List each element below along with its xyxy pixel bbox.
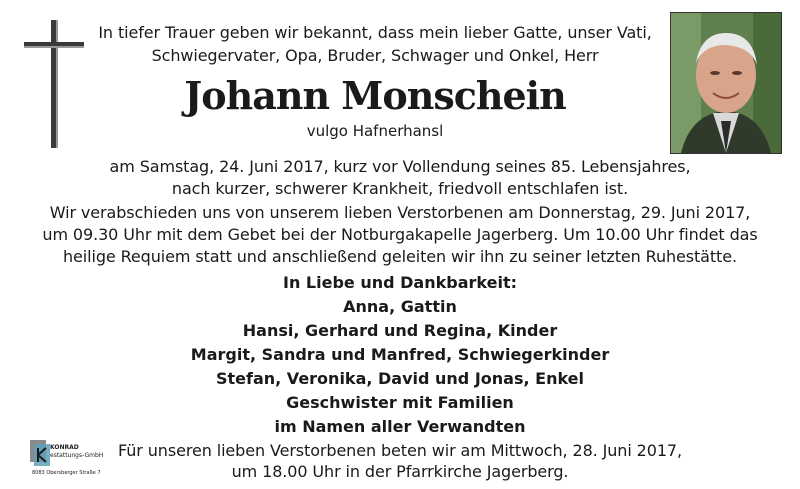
death-line-1: am Samstag, 24. Juni 2017, kurz vor Vollendung seines 85. Lebensjahres, <box>109 157 691 176</box>
intro-line-2: Schwiegervater, Opa, Bruder, Schwager und Onkel, Herr <box>151 46 599 65</box>
mourner-line: Margit, Sandra und Manfred, Schwiegerkinder <box>190 345 610 364</box>
logo-text-3: 8083 Obersberger Straße 7 <box>32 470 101 476</box>
mourner-line: Stefan, Veronika, David und Jonas, Enkel <box>215 369 584 388</box>
death-line-2: nach kurzer, schwerer Krankheit, friedvoll entschlafen ist. <box>171 179 629 198</box>
deceased-nickname: vulgo Hafnerhansl <box>306 122 444 140</box>
mourner-line: Anna, Gattin <box>343 297 457 316</box>
logo-text-1: KONRAD <box>50 444 79 451</box>
portrait-image <box>671 13 781 153</box>
mourner-line: Hansi, Gerhard und Regina, Kinder <box>242 321 558 340</box>
logo-text-2: estattungs-GmbH <box>50 452 104 459</box>
farewell-line-1: Wir verabschieden uns von unserem lieben Verstorbenen am Donnerstag, 29. Juni 2017, <box>49 203 751 222</box>
portrait-photo <box>670 12 782 154</box>
farewell-line-3: heilige Requiem statt und anschließend geleiten wir ihn zu seiner letzten Ruhestätte. <box>63 247 737 266</box>
mourner-line: im Namen aller Verwandten <box>274 417 526 436</box>
farewell-line-2: um 09.30 Uhr mit dem Gebet bei der Notburgakapelle Jagerberg. Um 10.00 Uhr findet das <box>42 225 758 244</box>
deceased-name: Johann Monschein <box>184 73 566 118</box>
prayer-line-1: Für unseren lieben Verstorbenen beten wir am Mittwoch, 28. Juni 2017, <box>118 441 682 460</box>
funeral-home-logo <box>26 438 116 484</box>
mourners-heading: In Liebe und Dankbarkeit: <box>283 273 517 292</box>
mourner-line: Geschwister mit Familien <box>286 393 514 412</box>
intro-line-1: In tiefer Trauer geben wir bekannt, dass mein lieber Gatte, unser Vati, <box>98 23 652 42</box>
prayer-line-2: um 18.00 Uhr in der Pfarrkirche Jagerberg. <box>231 462 569 481</box>
